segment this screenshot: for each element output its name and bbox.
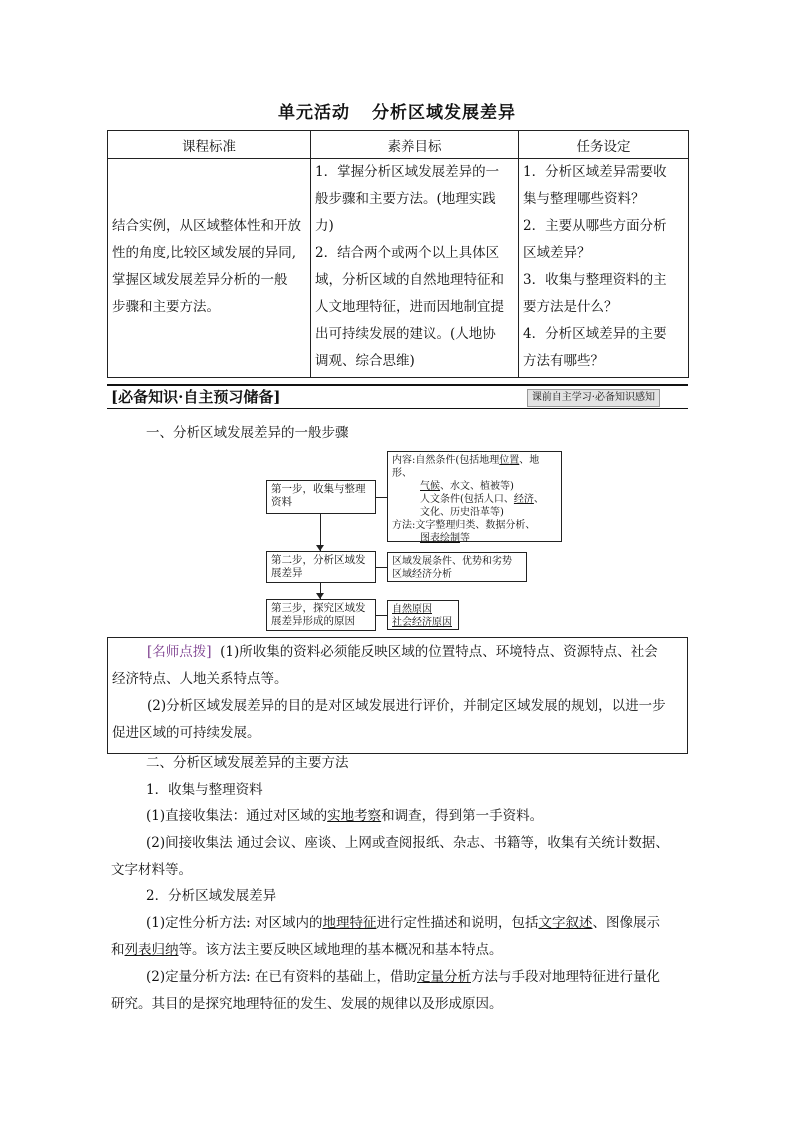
flow-step2-detail: 区域发展条件、优势和劣势 区域经济分析 xyxy=(387,552,527,582)
paragraph: (2)间接收集法 通过会议、座谈、上网或查阅报纸、杂志、书籍等，收集有关统计数据、 xyxy=(146,835,669,851)
flow-step1-detail: 内容:自然条件(包括地理位置、地形、 气候、水文、植被等) 人文条件(包括人口、经济、 文化、历史沿革等) 方法:文字整理归类、数据分析、 图表绘制等 xyxy=(387,451,562,542)
paragraph: 和列表归纳等。该方法主要反映区域地理的基本概况和基本特点。 xyxy=(111,942,503,958)
teacher-tip-box: [名师点拨] (1)所收集的资料必须能反映区域的位置特点、环境特点、资源特点、社会 经济特点、人地关系特点等。 (2)分析区域发展差异的目的是对区域发展进行评价，并制定区域发展的规划，以进一步 促进区域的可持续发展。 xyxy=(107,637,688,754)
table-header: 任务设定 xyxy=(519,131,689,159)
section-header-tag: 课前自主学习·必备知识感知 xyxy=(527,389,660,407)
paragraph: (1)直接收集法：通过对区域的实地考察和调查，得到第一手资料。 xyxy=(146,808,544,824)
table-cell-goals: 1．掌握分析区域发展差异的一 般步骤和主要方法。(地理实践 力) 2．结合两个或两个以上具体区 域，分析区域的自然地理特征和 人文地理特征，进而因地制宜提 出可持续发展的建议。(人地协 调观、综合思维) xyxy=(311,159,519,378)
flow-step2: 第二步，分析区域发展差异 xyxy=(266,551,376,583)
table-header: 素养目标 xyxy=(311,131,519,159)
standards-table xyxy=(107,130,689,378)
table-cell-tasks: 1．分析区域差异需要收 集与整理哪些资料？ 2．主要从哪些方面分析 区域差异？ 3．收集与整理资料的主 要方法是什么？ 4．分析区域差异的主要 方法有哪些？ xyxy=(519,159,689,378)
section2-sub2: 2．分析区域发展差异 xyxy=(146,888,277,904)
section-header-label: [必备知识·自主预习储备] xyxy=(111,388,281,406)
flow-step1: 第一步，收集与整理资料 xyxy=(266,480,376,514)
section-header-bar xyxy=(107,384,688,409)
page-title: 单元活动 分析区域发展差异 xyxy=(278,103,516,123)
section2-sub1: 1．收集与整理资料 xyxy=(146,782,263,798)
paragraph: (1)定性分析方法: 对区域内的地理特征进行定性描述和说明，包括文字叙述、图像展示 xyxy=(146,915,660,931)
paragraph: (2)定量分析方法: 在已有资料的基础上，借助定量分析方法与手段对地理特征进行量化 xyxy=(146,969,660,985)
tip-tag: [名师点拨] xyxy=(147,644,212,660)
section2-title: 二、分析区域发展差异的主要方法 xyxy=(146,755,349,771)
paragraph: 文字材料等。 xyxy=(111,862,192,878)
flow-step3: 第三步，探究区域发展差异形成的原因 xyxy=(266,599,376,631)
table-header: 课程标准 xyxy=(108,131,311,159)
table-cell-curriculum: 结合实例，从区域整体性和开放 性的角度,比较区域发展的异同, 掌握区域发展差异分析的一般 步骤和主要方法。 xyxy=(108,159,311,378)
flow-step3-detail: 自然原因 社会经济原因 xyxy=(387,600,459,630)
paragraph: 研究。其目的是探究地理特征的发生、发展的规律以及形成原因。 xyxy=(111,996,503,1012)
section1-title: 一、分析区域发展差异的一般步骤 xyxy=(146,425,349,441)
